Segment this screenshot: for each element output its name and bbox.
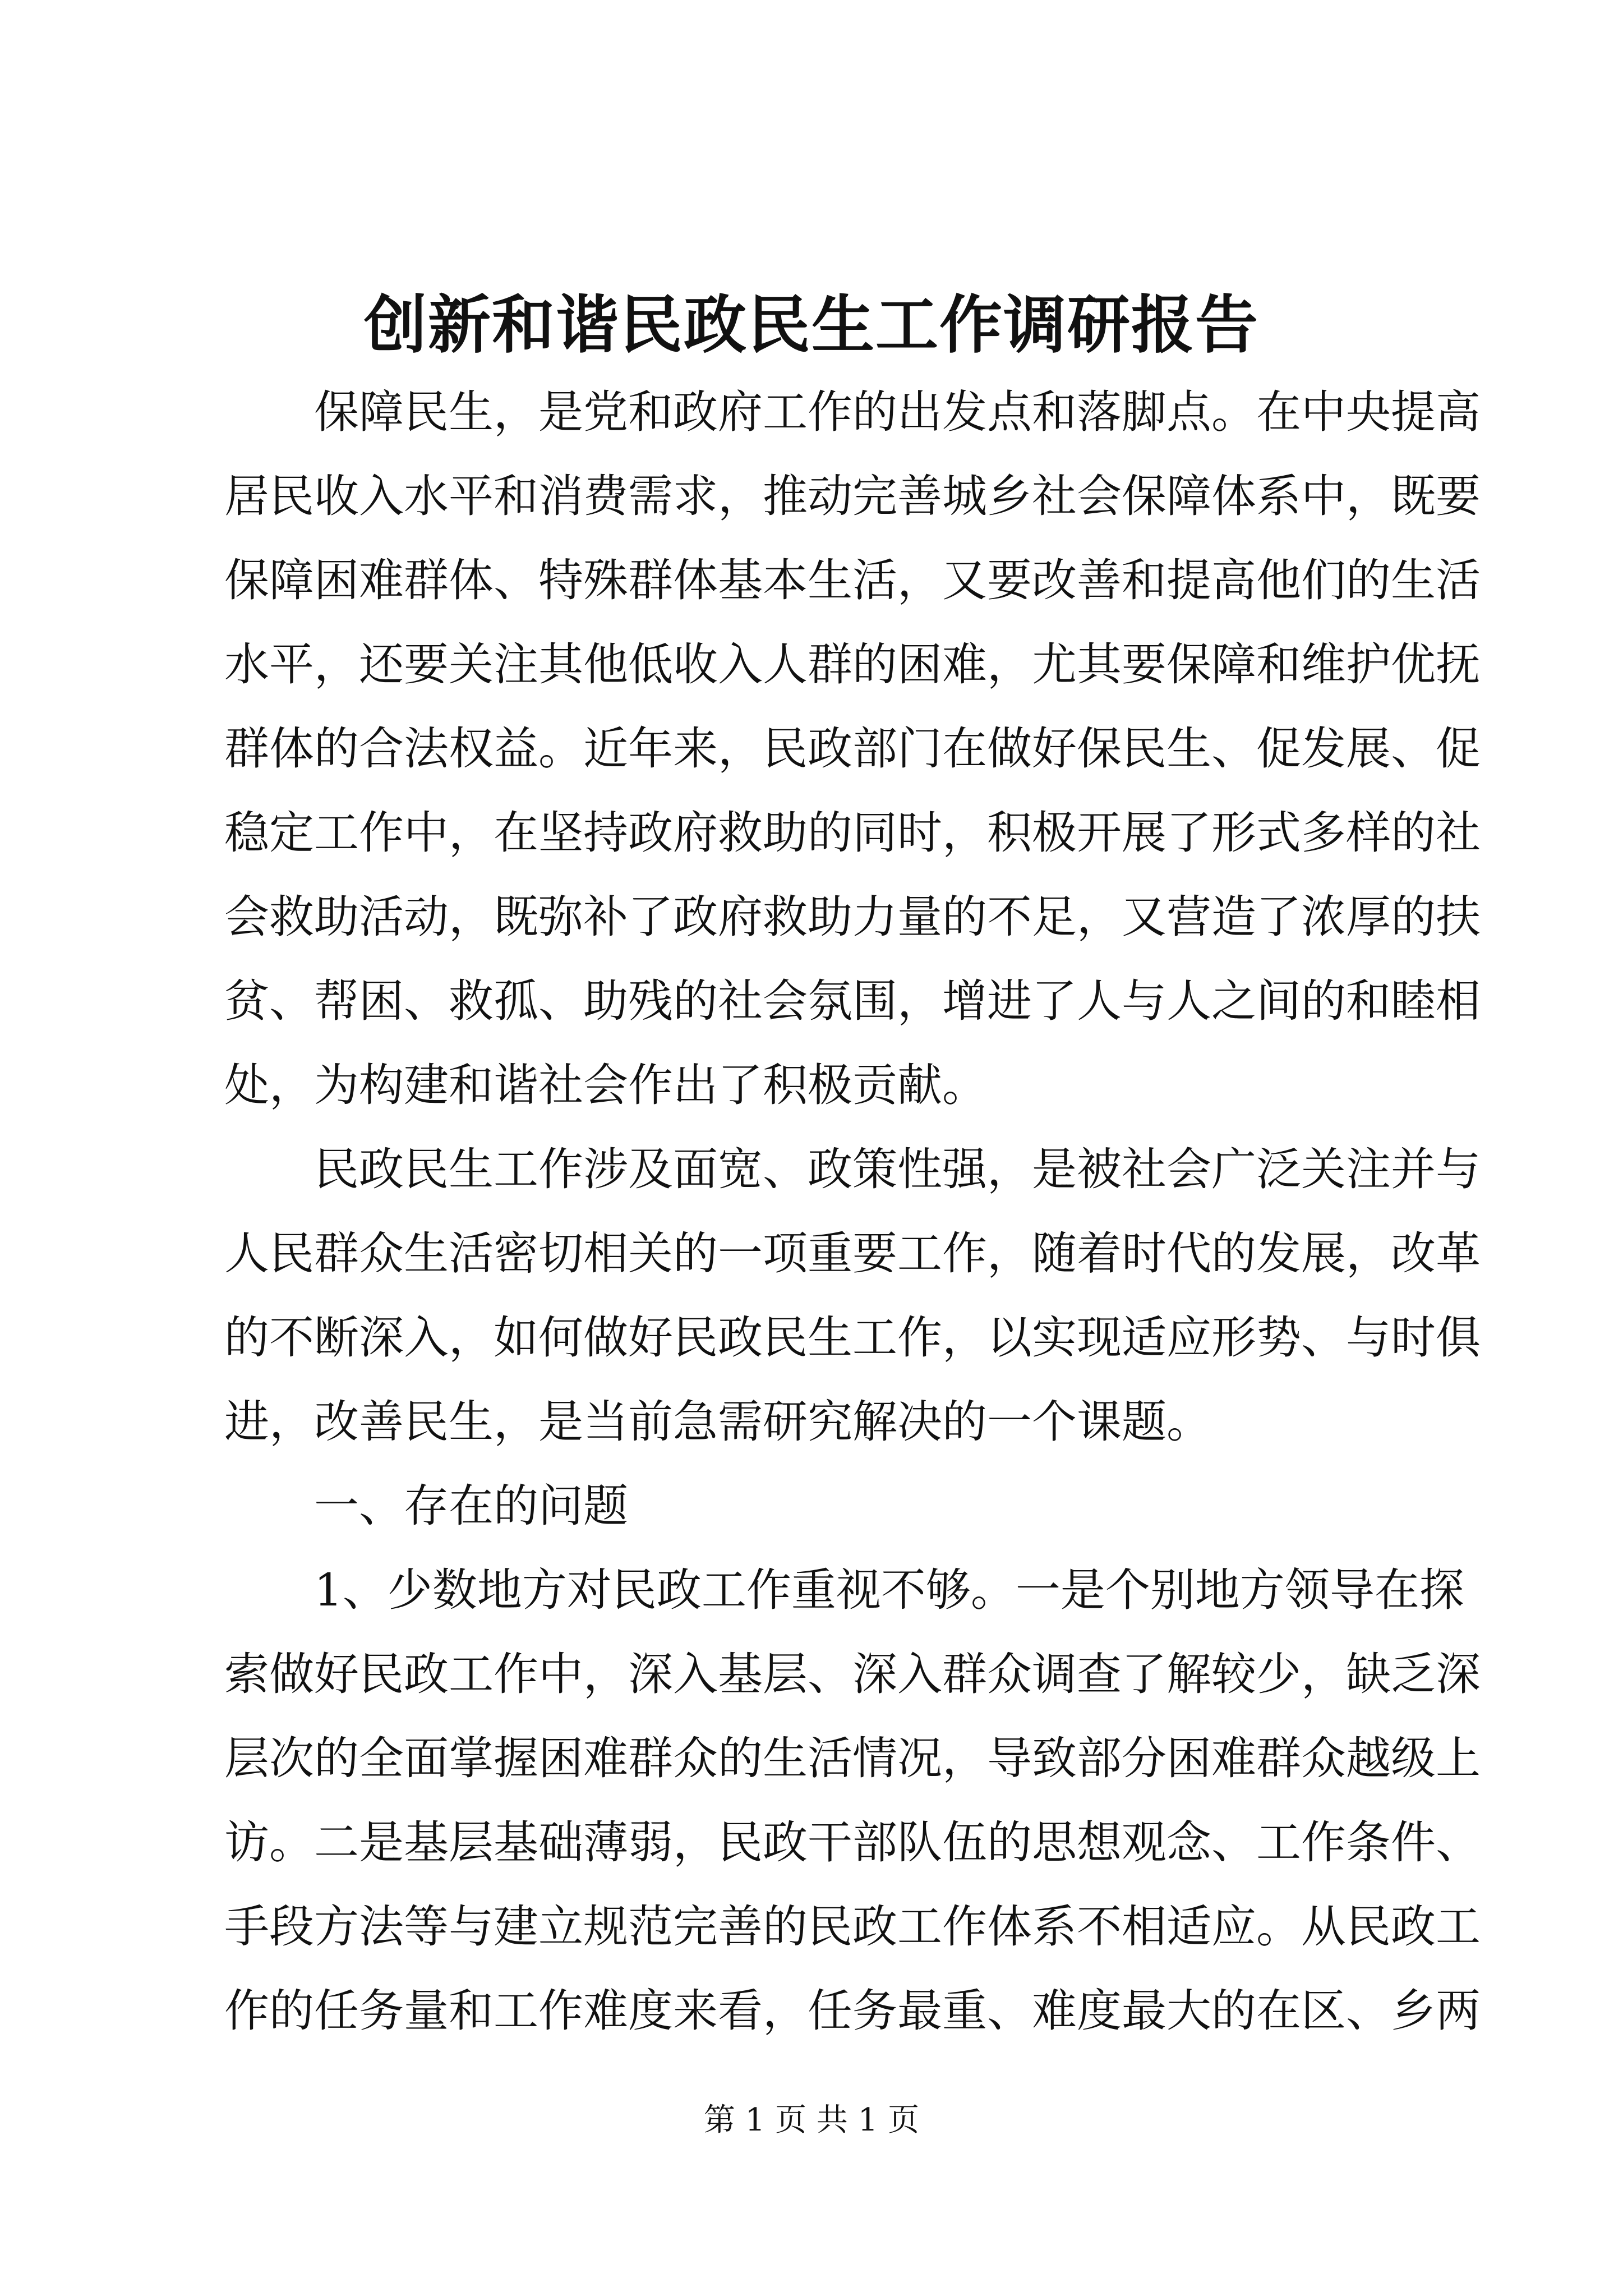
paragraph — [224, 1128, 1481, 1464]
section-heading-text: 一、存在的问题 — [314, 1480, 628, 1532]
paragraph-line: 1、少数地方对民政工作重视不够。一是个别地方领导在探 — [314, 1564, 1464, 1616]
document-body — [224, 370, 1481, 2053]
paragraph-line: 进，改善民生，是当前急需研究解决的一个课题。 — [224, 1396, 1211, 1448]
paragraph-line: 保障困难群体、特殊群体基本生活，又要改善和提高他们的生活 — [224, 554, 1481, 606]
paragraph-line: 稳定工作中，在坚持政府救助的同时，积极开展了形式多样的社 — [224, 807, 1481, 859]
paragraph — [224, 370, 1481, 1128]
paragraph-line: 人民群众生活密切相关的一项重要工作，随着时代的发展，改革 — [224, 1227, 1481, 1280]
paragraph-line: 水平，还要关注其他低收入人群的困难，尤其要保障和维护优抚 — [224, 638, 1481, 691]
paragraph-line: 居民收入水平和消费需求，推动完善城乡社会保障体系中，既要 — [224, 470, 1481, 522]
paragraph-line: 会救助活动，既弥补了政府救助力量的不足，又营造了浓厚的扶 — [224, 891, 1481, 943]
document-title: 创新和谐民政民生工作调研报告 — [364, 288, 1259, 362]
paragraph-line: 的不断深入，如何做好民政民生工作，以实现适应形势、与时俱 — [224, 1312, 1481, 1364]
paragraph-line: 贫、帮困、救孤、助残的社会氛围，增进了人与人之间的和睦相 — [224, 975, 1481, 1027]
paragraph-line: 保障民生，是党和政府工作的出发点和落脚点。在中央提高 — [314, 386, 1481, 438]
paragraph-line: 层次的全面掌握困难群众的生活情况，导致部分困难群众越级上 — [224, 1732, 1481, 1784]
paragraph — [224, 1548, 1481, 2053]
paragraph-line: 民政民生工作涉及面宽、政策性强，是被社会广泛关注并与 — [314, 1143, 1481, 1195]
page-footer: 第 1 页 共 1 页 — [703, 2102, 920, 2138]
paragraph-line: 处，为构建和谐社会作出了积极贡献。 — [224, 1059, 987, 1111]
paragraph-line: 手段方法等与建立规范完善的民政工作体系不相适应。从民政工 — [224, 1901, 1481, 1953]
paragraph-line: 群体的合法权益。近年来，民政部门在做好保民生、促发展、促 — [224, 723, 1481, 775]
paragraph-line: 访。二是基层基础薄弱，民政干部队伍的思想观念、工作条件、 — [224, 1816, 1481, 1869]
section-heading — [224, 1464, 1419, 1548]
paragraph-line: 索做好民政工作中，深入基层、深入群众调查了解较少，缺乏深 — [224, 1648, 1481, 1700]
paragraph-line: 作的任务量和工作难度来看，任务最重、难度最大的在区、乡两 — [224, 1985, 1481, 2037]
